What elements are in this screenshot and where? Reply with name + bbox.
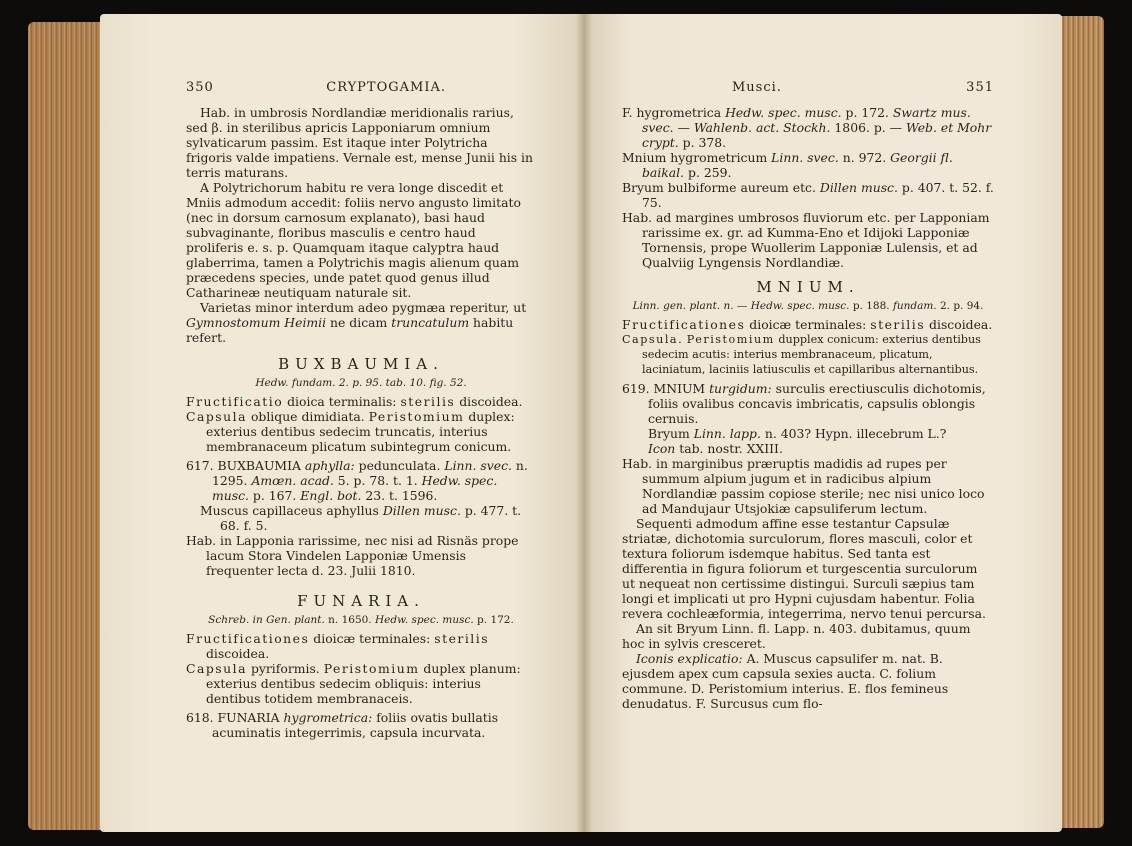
book-edge-right (1060, 16, 1104, 828)
character-line: Fructificationes dioicæ terminales: sterilis discoidea. (622, 317, 993, 332)
species-entry: 618. FUNARIA hygrometrica: foliis ovatis bullatis acuminatis integerrimis, capsula incurvata. (186, 710, 499, 740)
habitat-line: Hab. ad margines umbrosos fluviorum etc. per Lapponiam rarissime ex. gr. ad Kumma-Eno et Idijoki Lapponiæ Tornensis, prope Wuollerim Lapponiæ Lulensis, et ad Qualviig Lyngensis Nordlandiæ. (622, 210, 990, 270)
page-title: Musci. (732, 80, 782, 95)
genus-heading: BUXBAUMIA. (278, 355, 444, 373)
genus-reference: Hedw. fundam. 2. p. 95. tab. 10. fig. 52. (255, 377, 467, 389)
right-page-text (622, 80, 994, 711)
species-entry: 617. BUXBAUMIA aphylla: pedunculata. Linn. svec. n. 1295. Amœn. acad. 5. p. 78. t. 1. Hedw. spec. musc. p. 167. Engl. bot. 23. t. 1596. (186, 458, 528, 503)
book-edge-left (28, 22, 106, 830)
character-line: Fructificationes dioicæ terminales: sterilis discoidea. (186, 631, 490, 661)
character-line: Capsula. Peristomium dupplex conicum: exterius dentibus sedecim acutis: interius membranaceum, plicatum, laciniatum, laciniis latiusculis et capillaribus alternantibus. (622, 333, 981, 376)
genus-reference: Schreb. in Gen. plant. n. 1650. Hedw. spec. musc. p. 172. (208, 614, 514, 626)
paragraph: Varietas minor interdum adeo pygmæa reperitur, ut Gymnostomum Heimii ne dicam truncatulum habitu refert. (186, 300, 527, 345)
right-running-head (622, 80, 994, 95)
book-gutter (576, 14, 592, 832)
icon-explanation: Iconis explicatio: A. Muscus capsulifer m. nat. B. ejusdem apex cum capsula sexies aucta. C. folium commune. D. Peristomium interius. E. flos femineus denudatus. F. Surcusus cum flo- (622, 651, 949, 711)
paragraph: Hab. in umbrosis Nordlandiæ meridionalis rarius, sed β. in sterilibus apricis Lapponiarum omnium sylvaticarum passim. Est itaque inter Polytricha frigoris valde impatiens. Vernale est, mense Junii his in terris maturans. (186, 105, 534, 180)
character-line: Capsula oblique dimidiata. Peristomium duplex: exterius dentibus sedecim truncatis, interius membranaceum plicatum subintegrum conicum. (186, 409, 515, 454)
left-page-text (186, 80, 536, 740)
page-title: CRYPTOGAMIA. (326, 80, 446, 95)
synonym-line: F. hygrometrica Hedw. spec. musc. p. 172. Swartz mus. svec. — Wahlenb. act. Stockh. 1806. p. — Web. et Mohr crypt. p. 378. (622, 105, 992, 150)
genus-heading: MNIUM. (756, 278, 860, 296)
species-entry: 619. MNIUM turgidum: surculis erectiusculis dichotomis, foliis ovalibus concavis imbricatis, capsulis oblongis cernuis. (622, 381, 986, 426)
page-number: 351 (966, 80, 994, 95)
genus-reference: Linn. gen. plant. n. — Hedw. spec. musc. p. 188. fundam. 2. p. 94. (632, 300, 984, 312)
synonym-line: Mnium hygrometricum Linn. svec. n. 972. Georgii fl. baikal. p. 259. (622, 150, 953, 180)
paragraph: An sit Bryum Linn. fl. Lapp. n. 403. dubitamus, quum hoc in sylvis cresceret. (622, 621, 971, 651)
paragraph: A Polytrichorum habitu re vera longe discedit et Mniis admodum accedit: foliis nervo angusto limitato (nec in dorsum carnosum explanato), basi haud subvaginante, floribus masculis e centro haud proliferis e. s. p. Quamquam itaque calyptra haud glaberrima, tamen a Polytrichis magis alienum quam præcedens species, unde patet quod genus illud Catharineæ neutiquam naturale sit. (186, 180, 521, 300)
page-number: 350 (186, 80, 214, 95)
synonym-line: Muscus capillaceus aphyllus Dillen musc. p. 477. t. 68. f. 5. (200, 503, 522, 533)
synonym-line: Bryum bulbiforme aureum etc. Dillen musc. p. 407. t. 52. f. 75. (622, 180, 994, 210)
synonym-line: Bryum Linn. lapp. n. 403? Hypn. illecebrum L.? (648, 426, 947, 441)
paragraph: Sequenti admodum affine esse testantur Capsulæ striatæ, dichotomia surculorum, flores masculi, color et textura foliorum isdemque habitus. Sed tanta est differentia in figura foliorum et turgescentia surculorum ut nequeat non certissime distingui. Surculi sæpius tam longi et implicati ut pro Hypni cujusdam habentur. Folia revera cochleæformia, integerrima, nervo tenui percursa. (622, 516, 986, 621)
habitat-line: Hab. in Lapponia rarissime, nec nisi ad Risnäs prope lacum Stora Vindelen Lapponiæ Umensis frequenter lecta d. 23. Julii 1810. (186, 533, 519, 578)
left-running-head (186, 80, 536, 95)
icon-reference: Icon tab. nostr. XXIII. (648, 441, 783, 456)
character-line: Capsula pyriformis. Peristomium duplex planum: exterius dentibus sedecim obliquis: interius dentibus totidem membranaceis. (186, 661, 521, 706)
habitat-line: Hab. in marginibus præruptis madidis ad rupes per summum alpium jugum et in radicibus alpium Nordlandiæ passim copiose sterile; nec nisi unico loco ad Mandujaur Utsjokiæ capsuliferum lectum. (622, 456, 985, 516)
character-line: Fructificatio dioica terminalis: sterilis discoidea. (186, 394, 523, 409)
genus-heading: FUNARIA. (297, 592, 425, 610)
